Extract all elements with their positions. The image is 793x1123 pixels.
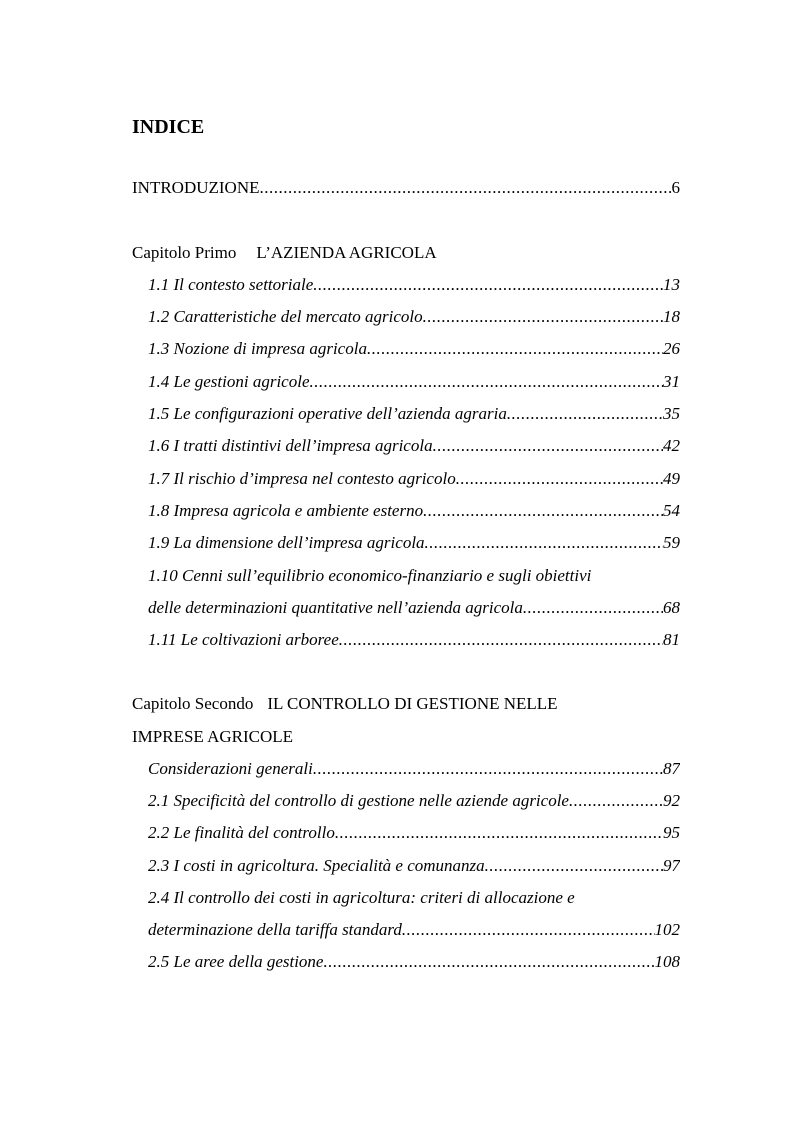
toc-entry <box>148 403 680 425</box>
chapter-number: Capitolo Secondo <box>132 694 254 713</box>
toc-entry-label: 1.3 Nozione di impresa agricola <box>148 339 367 358</box>
toc-entry-page: 13 <box>663 275 680 294</box>
toc-entry <box>148 435 680 457</box>
dot-leader <box>423 500 663 522</box>
toc-entry-page: 102 <box>654 920 680 939</box>
toc-entry-label: 2.3 I costi in agricoltura. Specialità e comunanza <box>148 856 485 875</box>
dot-leader <box>523 597 663 619</box>
dot-leader <box>335 822 663 844</box>
toc-entry-page: 42 <box>663 436 680 455</box>
toc-entry-label: 1.9 La dimensione dell’impresa agricola <box>148 533 425 552</box>
toc-entry-page: 31 <box>663 372 680 391</box>
dot-leader <box>339 629 663 651</box>
toc-entry-page: 26 <box>663 339 680 358</box>
toc-entry-label: 2.5 Le aree della gestione <box>148 952 324 971</box>
toc-entry <box>148 597 680 619</box>
toc-entry-label: 1.7 Il rischio d’impresa nel contesto agricolo <box>148 469 456 488</box>
dot-leader <box>507 403 663 425</box>
toc-entry-page: 87 <box>663 759 680 778</box>
toc-entry-label: 2.2 Le finalità del controllo <box>148 823 335 842</box>
toc-entry-introduction <box>132 177 680 199</box>
toc-entry-label: 2.1 Specificità del controllo di gestione nelle aziende agricole <box>148 791 569 810</box>
toc-entry-label: 1.6 I tratti distintivi dell’impresa agricola <box>148 436 433 455</box>
toc-entry <box>148 919 680 941</box>
chapter-1-heading <box>132 242 437 264</box>
chapter-title: IL CONTROLLO DI GESTIONE NELLE <box>267 694 558 713</box>
toc-entry <box>148 822 680 844</box>
dot-leader <box>309 371 663 393</box>
toc-entry-label: delle determinazioni quantitative nell’azienda agricola <box>148 598 523 617</box>
toc-entry <box>148 338 680 360</box>
toc-entry-page: 35 <box>663 404 680 423</box>
toc-entry-label: 1.8 Impresa agricola e ambiente esterno <box>148 501 424 520</box>
toc-entry-page: 68 <box>663 598 680 617</box>
dot-leader <box>323 951 654 973</box>
toc-entry <box>148 532 680 554</box>
toc-entry <box>148 371 680 393</box>
dot-leader <box>425 532 663 554</box>
toc-entry-continued: 1.10 Cenni sull’equilibrio economico-finanziario e sugli obiettivi <box>148 566 592 585</box>
toc-entry-continued: 2.4 Il controllo dei costi in agricoltura: criteri di allocazione e <box>148 888 575 907</box>
toc-entry-page: 54 <box>663 501 680 520</box>
toc-entry-page: 6 <box>671 178 680 197</box>
chapter-title: L’AZIENDA AGRICOLA <box>256 243 437 262</box>
toc-entry-label: INTRODUZIONE <box>132 178 260 197</box>
dot-leader <box>402 919 655 941</box>
dot-leader <box>456 468 663 490</box>
dot-leader <box>313 758 663 780</box>
dot-leader <box>367 338 663 360</box>
toc-entry <box>148 758 680 780</box>
toc-entry <box>148 629 680 651</box>
toc-entry <box>148 306 680 328</box>
dot-leader <box>259 177 671 199</box>
toc-entry-page: 95 <box>663 823 680 842</box>
toc-entry <box>148 500 680 522</box>
toc-entry <box>148 790 680 812</box>
toc-entry-page: 97 <box>663 856 680 875</box>
toc-entry <box>148 951 680 973</box>
toc-entry-label: Considerazioni generali <box>148 759 313 778</box>
toc-entry-page: 59 <box>663 533 680 552</box>
dot-leader <box>423 306 663 328</box>
toc-entry-label: 1.1 Il contesto settoriale <box>148 275 314 294</box>
toc-entry-label: 1.11 Le coltivazioni arboree <box>148 630 339 649</box>
toc-entry-label: determinazione della tariffa standard <box>148 920 402 939</box>
toc-entry <box>148 468 680 490</box>
toc-entry-label: 1.4 Le gestioni agricole <box>148 372 310 391</box>
toc-entry <box>148 274 680 296</box>
toc-entry-page: 81 <box>663 630 680 649</box>
toc-entry <box>148 855 680 877</box>
toc-entry-label: 1.5 Le configurazioni operative dell’azienda agraria <box>148 404 507 423</box>
dot-leader <box>485 855 663 877</box>
toc-entry-page: 108 <box>654 952 680 971</box>
page-title: INDICE <box>132 116 205 138</box>
chapter-number: Capitolo Primo <box>132 243 237 262</box>
chapter-2-heading <box>132 693 558 715</box>
toc-entry-page: 92 <box>663 791 680 810</box>
toc-entry-page: 49 <box>663 469 680 488</box>
dot-leader <box>569 790 663 812</box>
toc-entry-label: 1.2 Caratteristiche del mercato agricolo <box>148 307 423 326</box>
toc-entry-page: 18 <box>663 307 680 326</box>
dot-leader <box>433 435 663 457</box>
dot-leader <box>313 274 663 296</box>
chapter-title-continued: IMPRESE AGRICOLE <box>132 727 294 746</box>
